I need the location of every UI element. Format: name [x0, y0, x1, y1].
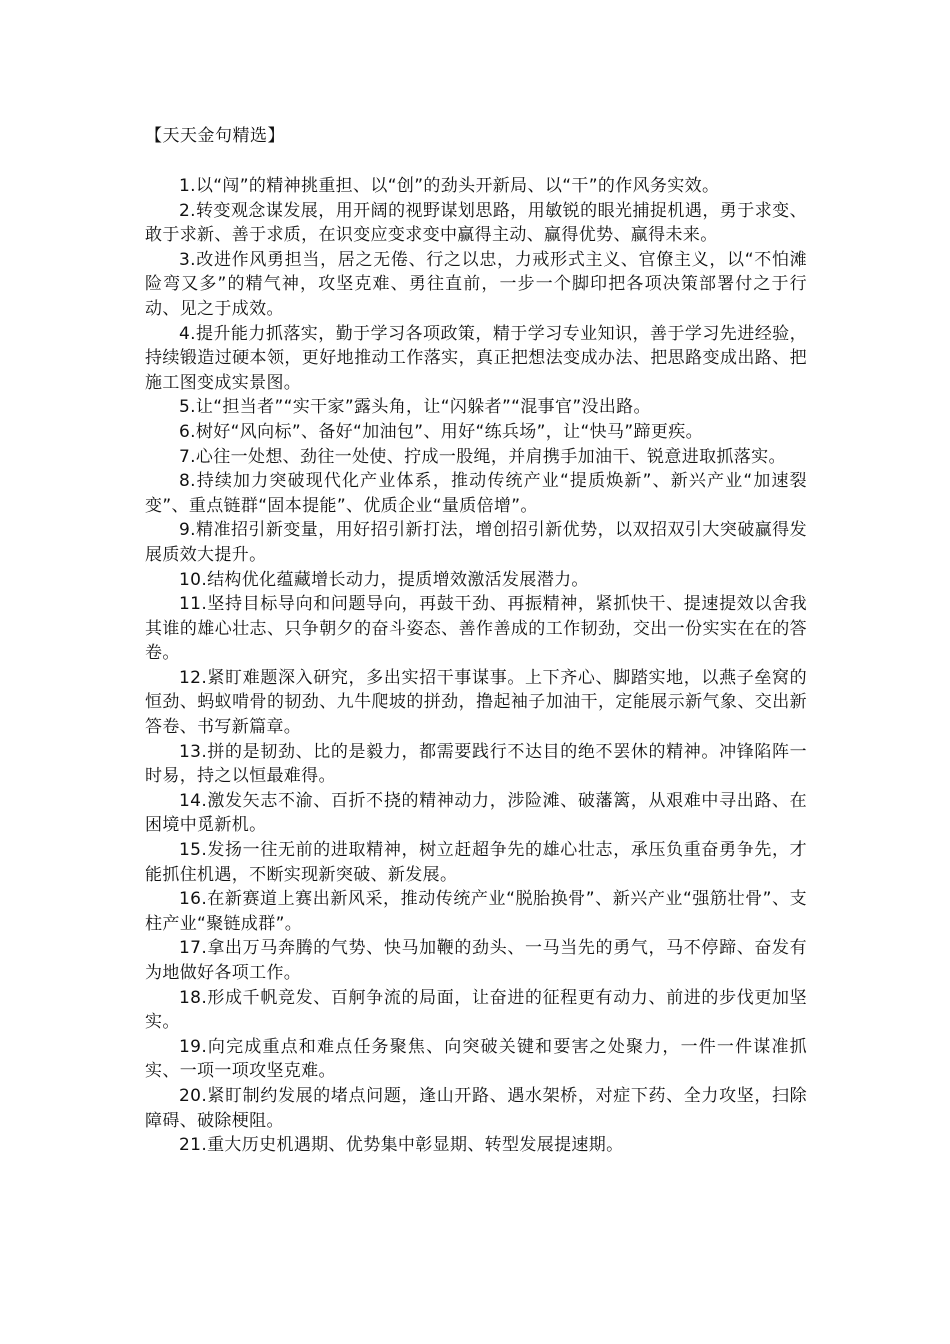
quote-paragraph-9: 9.精准招引新变量，用好招引新打法，增创招引新优势，以双招双引大突破赢得发展质效大提升。 [145, 520, 807, 565]
quote-paragraph-18: 18.形成千帆竞发、百舸争流的局面，让奋进的征程更有动力、前进的步伐更加坚实。 [145, 987, 807, 1033]
quote-paragraph-3: 3.改进作风勇担当，居之无倦、行之以忠，力戒形式主义、官僚主义，以“不怕滩险弯又多”的精气神，攻坚克难、勇往直前，一步一个脚印把各项决策部署付之于行动、见之于成效。 [145, 249, 807, 319]
quote-paragraph-1: 1.以“闯”的精神挑重担、以“创”的劲头开新局、以“干”的作风务实效。 [179, 176, 720, 196]
quote-paragraph-20: 20.紧盯制约发展的堵点问题，逢山开路、遇水架桥，对症下药、全力攻坚，扫除障碍、破除梗阻。 [145, 1085, 807, 1131]
quote-paragraph-15: 15.发扬一往无前的进取精神，树立赶超争先的雄心壮志，承压负重奋勇争先，才能抓住机遇，不断实现新突破、新发展。 [145, 840, 807, 885]
quote-paragraph-13: 13.拼的是韧劲、比的是毅力，都需要践行不达目的绝不罢休的精神。冲锋陷阵一时易，持之以恒最难得。 [145, 741, 807, 787]
quote-paragraph-5: 5.让“担当者”“实干家”露头角，让“闪躲者”“混事官”没出路。 [179, 397, 651, 418]
document-body [145, 174, 807, 1158]
quote-paragraph-6: 6.树好“风向标”、备好“加油包”、用好“练兵场”，让“快马”蹄更疾。 [179, 421, 703, 442]
quote-paragraph-19: 19.向完成重点和难点任务聚焦、向突破关键和要害之处聚力，一件一件谋准抓实、一项一项攻坚克难。 [145, 1036, 807, 1082]
quote-paragraph-2: 2.转变观念谋发展，用开阔的视野谋划思路，用敏锐的眼光捕捉机遇，勇于求变、敢于求新、善于求质，在识变应变求变中赢得主动、赢得优势、赢得未来。 [145, 200, 807, 246]
quote-paragraph-14: 14.激发矢志不渝、百折不挠的精神动力，涉险滩、破藩篱，从艰难中寻出路、在困境中觅新机。 [145, 790, 807, 836]
quote-paragraph-21: 21.重大历史机遇期、优势集中彰显期、转型发展提速期。 [179, 1135, 624, 1156]
quote-paragraph-7: 7.心往一处想、劲往一处使、拧成一股绳，并肩携手加油干、锐意进取抓落实。 [179, 446, 786, 467]
quote-paragraph-11: 11.坚持目标导向和问题导向，再鼓干劲、再振精神，紧抓快干、提速提效以舍我其谁的雄心壮志、只争朝夕的奋斗姿态、善作善成的工作韧劲，交出一份实实在在的答卷。 [145, 594, 807, 664]
quote-paragraph-8: 8.持续加力突破现代化产业体系，推动传统产业“提质焕新”、新兴产业“加速裂变”、重点链群“固本提能”、优质企业“量质倍增”。 [145, 471, 807, 516]
quote-paragraph-17: 17.拿出万马奔腾的气势、快马加鞭的劲头、一马当先的勇气，马不停蹄、奋发有为地做好各项工作。 [145, 938, 807, 983]
document-title: 【天天金句精选】 [145, 126, 285, 146]
quote-paragraph-4: 4.提升能力抓落实，勤于学习各项政策，精于学习专业知识，善于学习先进经验，持续锻造过硬本领，更好地推动工作落实，真正把想法变成办法、把思路变成出路、把施工图变成实景图。 [145, 323, 807, 393]
quote-paragraph-16: 16.在新赛道上赛出新风采，推动传统产业“脱胎换骨”、新兴产业“强筋壮骨”、支柱产业“聚链成群”。 [145, 889, 807, 934]
quote-paragraph-10: 10.结构优化蕴藏增长动力，提质增效激活发展潜力。 [179, 569, 589, 590]
quote-paragraph-12: 12.紧盯难题深入研究，多出实招干事谋事。上下齐心、脚踏实地，以燕子垒窝的恒劲、蚂蚁啃骨的韧劲、九牛爬坡的拼劲，撸起袖子加油干，定能展示新气象、交出新答卷、书写新篇章。 [145, 667, 807, 738]
